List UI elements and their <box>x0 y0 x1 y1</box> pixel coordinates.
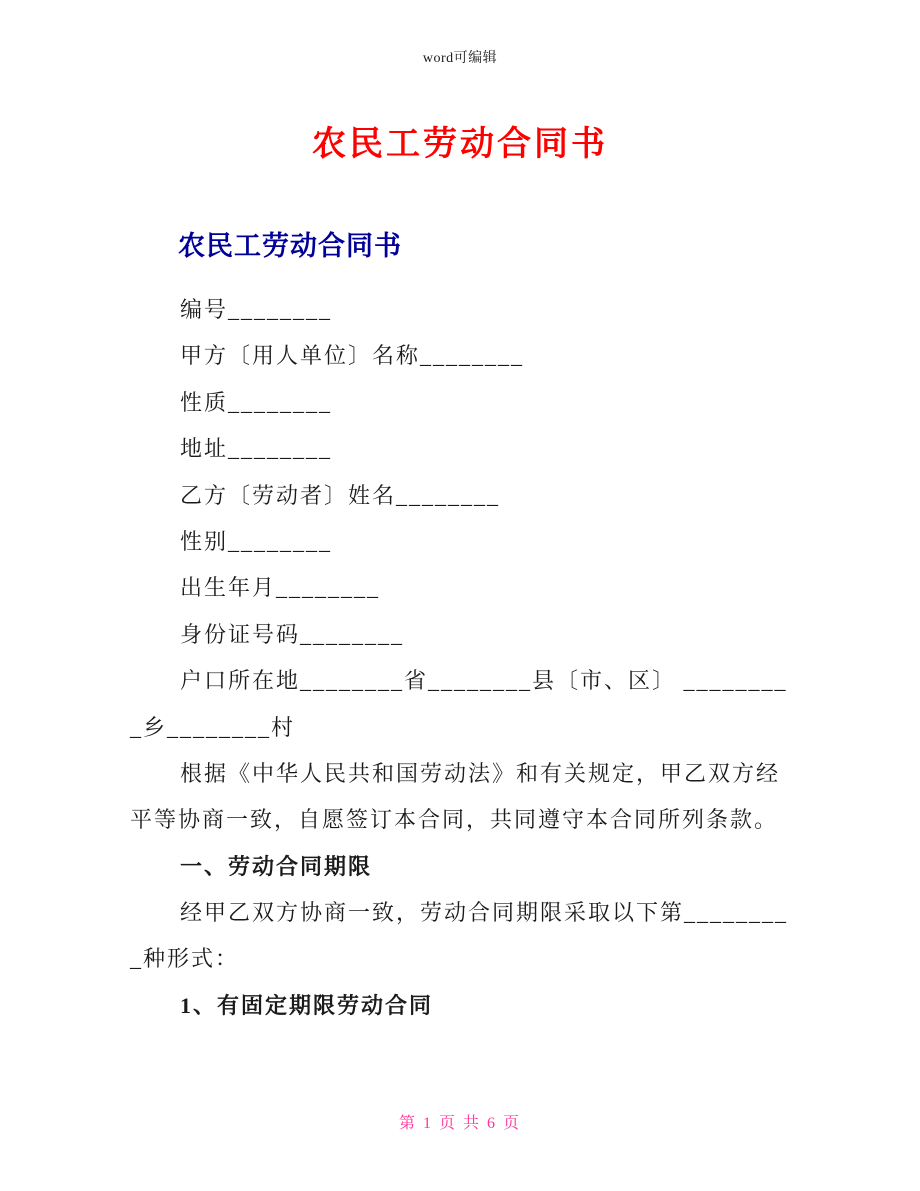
contract-paragraph-basis-1: 根据《中华人民共和国劳动法》和有关规定，甲乙双方经 <box>180 760 781 786</box>
document-sub-title: 农民工劳动合同书 <box>178 231 402 261</box>
section-heading-term: 一、劳动合同期限 <box>180 853 373 879</box>
document-main-title: 农民工劳动合同书 <box>312 125 608 163</box>
contract-line-nature: 性质________ <box>180 389 333 415</box>
subsection-fixed-term: 1、有固定期限劳动合同 <box>180 992 434 1018</box>
contract-line-birthdate: 出生年月________ <box>180 575 381 601</box>
contract-line-residence: 户口所在地________省________县〔市、区〕 ________ <box>180 668 788 694</box>
contract-paragraph-term-1: 经甲乙双方协商一致，劳动合同期限采取以下第________ <box>180 900 789 926</box>
contract-line-party-a-name: 甲方〔用人单位〕名称________ <box>180 343 525 369</box>
contract-line-party-b-name: 乙方〔劳动者〕姓名________ <box>180 482 501 508</box>
contract-paragraph-term-2: _种形式： <box>130 946 240 972</box>
page-number-footer: 第 1 页 共 6 页 <box>398 1115 521 1132</box>
contract-line-residence-2: _乡________村 <box>130 714 296 740</box>
word-editable-watermark: word可编辑 <box>422 51 498 66</box>
contract-paragraph-basis-2: 平等协商一致，自愿签订本合同，共同遵守本合同所列条款。 <box>130 807 779 833</box>
contract-line-address: 地址________ <box>180 436 333 462</box>
contract-line-gender: 性别________ <box>180 528 333 554</box>
contract-line-id-number: 身份证号码________ <box>180 621 405 647</box>
contract-body <box>130 287 790 1029</box>
contract-line-number: 编号________ <box>180 297 333 322</box>
